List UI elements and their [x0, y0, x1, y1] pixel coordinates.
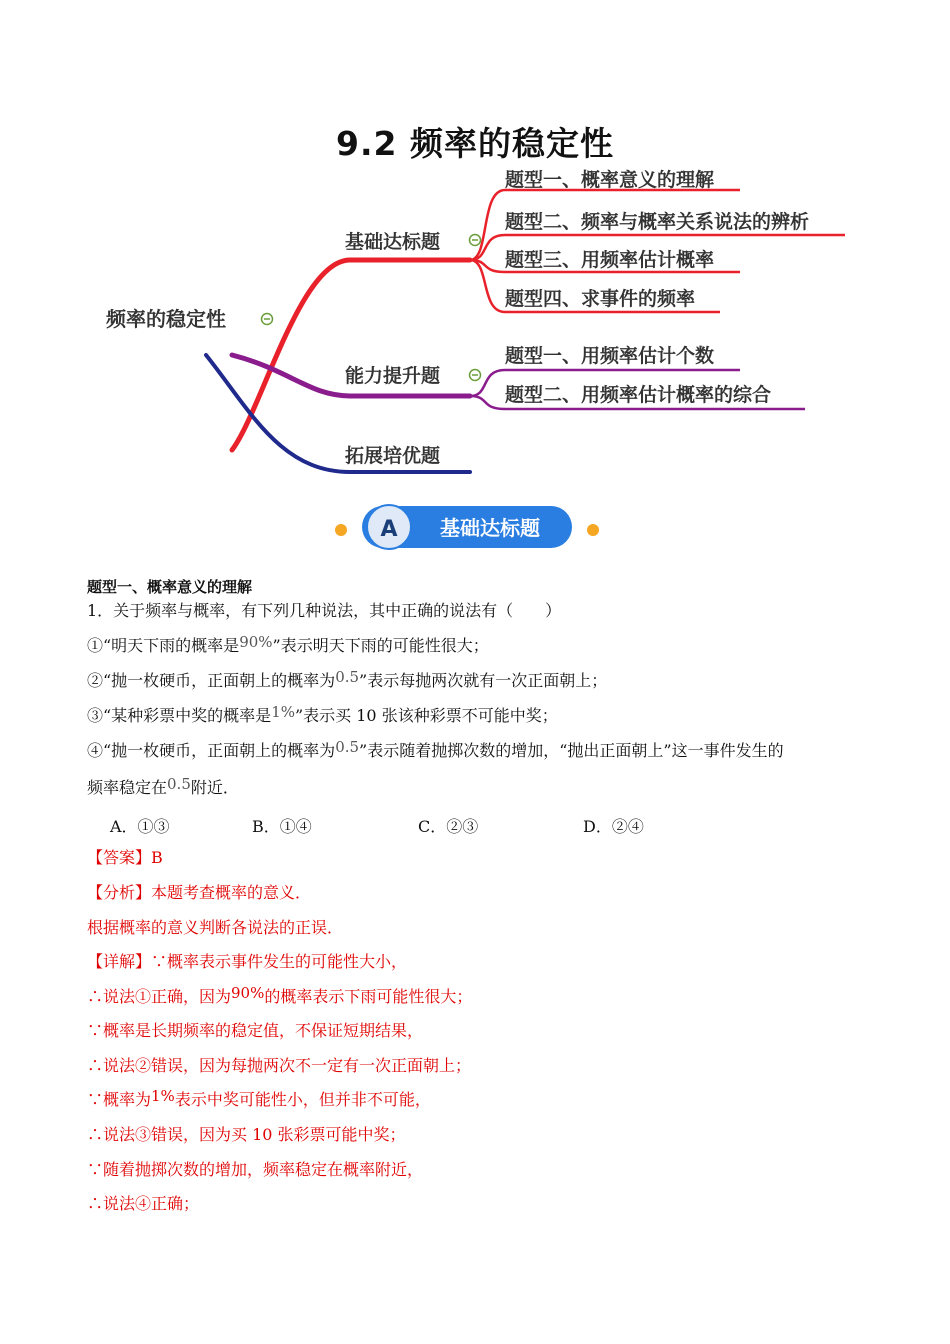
statement-2: ②“抛一枚硬币，正面朝上的概率为0.5”表示每抛两次就有一次正面朝上； — [87, 668, 608, 690]
dot-icon — [335, 524, 347, 536]
collapse-icon[interactable] — [470, 235, 481, 246]
statement-1: ①“明天下雨的概率是90%”表示明天下雨的可能性很大； — [87, 633, 489, 655]
banner-label: 基础达标题 — [440, 516, 540, 540]
mind-map — [0, 160, 950, 490]
dot-icon — [587, 524, 599, 536]
detail-line-1: ∴说法①正确，因为90%的概率表示下雨可能性很大； — [87, 984, 473, 1006]
detail-line-5: ∴说法③错误，因为买 10 张彩票可能中奖； — [87, 1125, 406, 1144]
analysis-line-2: 根据概率的意义判断各说法的正误． — [87, 918, 344, 937]
option-b: B．①④ — [252, 817, 312, 836]
statement-4-cont: 频率稳定在0.5附近． — [87, 775, 239, 797]
banner-letter: A — [380, 517, 398, 542]
mindmap-root: 频率的稳定性 — [106, 307, 226, 331]
option-c: C．②③ — [418, 817, 479, 836]
leaf-label: 题型一、用频率估计个数 — [505, 345, 715, 367]
statement-4: ④“抛一枚硬币，正面朝上的概率为0.5”表示随着抛掷次数的增加，“抛出正面朝上”这一事件发生的 — [87, 738, 784, 760]
branch-label-extend: 拓展培优题 — [345, 445, 441, 467]
detail-line: 【详解】∵概率表示事件发生的可能性大小， — [87, 952, 408, 971]
detail-line-4: ∵概率为1%表示中奖可能性小，但并非不可能， — [87, 1087, 431, 1109]
detail-line-6: ∵随着抛掷次数的增加，频率稳定在概率附近， — [87, 1160, 424, 1179]
leaf-label: 题型四、求事件的频率 — [505, 288, 696, 310]
leaf-label: 题型二、用频率估计概率的综合 — [505, 384, 772, 406]
page-title: 9.2 频率的稳定性 — [336, 124, 614, 163]
option-a: A．①③ — [110, 817, 170, 836]
collapse-icon[interactable] — [470, 370, 481, 381]
analysis-line: 【分析】本题考查概率的意义． — [87, 883, 312, 902]
statement-3: ③“某种彩票中奖的概率是1%”表示买 10 张该种彩票不可能中奖； — [87, 703, 558, 725]
detail-line-3: ∴说法②错误，因为每抛两次不一定有一次正面朝上； — [87, 1056, 472, 1075]
leaf-label: 题型一、概率意义的理解 — [505, 169, 715, 191]
leaf-label: 题型三、用频率估计概率 — [505, 249, 715, 271]
answer-line: 【答案】B — [87, 848, 163, 867]
leaf-label: 题型二、频率与概率关系说法的辨析 — [505, 211, 810, 233]
section-heading: 题型一、概率意义的理解 — [87, 578, 253, 596]
collapse-icon[interactable] — [262, 314, 273, 325]
section-banner — [240, 500, 710, 560]
branch-label-basic: 基础达标题 — [345, 231, 441, 253]
branch-curve-basic — [232, 260, 470, 450]
detail-line-7: ∴说法④正确； — [87, 1194, 200, 1213]
question-stem: 1．关于频率与概率，有下列几种说法，其中正确的说法有（ ） — [87, 601, 562, 620]
branch-label-ability: 能力提升题 — [345, 365, 441, 387]
option-d: D．②④ — [583, 817, 644, 836]
detail-line-2: ∵概率是长期频率的稳定值，不保证短期结果， — [87, 1021, 424, 1040]
